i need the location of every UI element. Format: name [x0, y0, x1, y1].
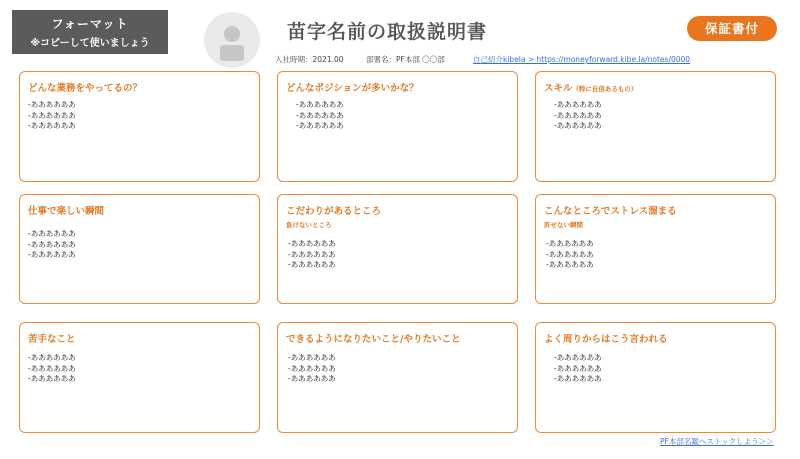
- card-subtitle: 負けないところ: [286, 221, 332, 229]
- card-title-text: スキル: [544, 83, 573, 94]
- page-title: 苗字名前の取扱説明書: [287, 21, 488, 43]
- card-list: [544, 353, 767, 385]
- format-label: フォーマット: [51, 17, 129, 31]
- list-item: -ああああああ: [28, 100, 76, 109]
- list-item: -ああああああ: [28, 229, 76, 238]
- card-subtitle: 許せない瞬間: [544, 221, 583, 229]
- card-title-text: こんなところでストレス溜まる: [544, 206, 677, 217]
- list-item: -ああああああ: [28, 374, 76, 383]
- card-title: [544, 331, 767, 345]
- card-title-text: よく周りからはこう言われる: [544, 334, 668, 345]
- card-list: [28, 100, 251, 132]
- card-title: [544, 203, 767, 217]
- list-item: -ああああああ: [288, 353, 336, 362]
- card-title: [28, 203, 251, 217]
- card-work: [19, 71, 260, 182]
- warranty-badge: 保証書付: [687, 16, 777, 41]
- card-list: [286, 239, 509, 271]
- list-item: -ああああああ: [554, 121, 602, 130]
- list-item: -ああああああ: [296, 121, 344, 130]
- directory-stock-link[interactable]: PF本部名鑑へストックしよう＞＞: [660, 437, 774, 446]
- list-item: -ああああああ: [288, 363, 336, 373]
- card-list: [286, 353, 509, 385]
- card-title-text: 仕事で楽しい瞬間: [28, 206, 105, 217]
- list-item: -ああああああ: [28, 250, 76, 259]
- card-title-text: 苦手なこと: [28, 334, 76, 345]
- self-intro-link[interactable]: 自己紹介kibela > https://moneyforward.kibe.la/notes/0000: [473, 55, 691, 64]
- card-title: [286, 331, 509, 345]
- list-item: -ああああああ: [288, 260, 336, 269]
- card-skill: [535, 71, 776, 182]
- card-weakness: [19, 322, 260, 433]
- card-title-text: こだわりがあるところ: [286, 206, 382, 217]
- format-copy-note: ※コピーして使いましょう: [30, 38, 150, 49]
- card-list: [28, 229, 251, 261]
- list-item: -ああああああ: [28, 121, 76, 130]
- list-item: -ああああああ: [28, 110, 76, 120]
- list-item: -ああああああ: [28, 239, 76, 249]
- list-item: -ああああああ: [546, 249, 594, 259]
- card-title: [286, 80, 509, 94]
- format-label-box: [12, 10, 168, 54]
- list-item: -ああああああ: [28, 353, 76, 362]
- avatar: [204, 12, 260, 68]
- card-title-text: どんな業務をやってるの？: [28, 83, 143, 94]
- list-item: -ああああああ: [288, 374, 336, 383]
- card-list: [544, 239, 767, 271]
- card-title-text: できるようになりたいこと/やりたいこと: [286, 334, 461, 345]
- list-item: -ああああああ: [554, 100, 602, 109]
- card-title: [544, 80, 767, 94]
- list-item: -ああああああ: [554, 363, 602, 373]
- list-item: -ああああああ: [554, 110, 602, 120]
- card-fun-moments: [19, 194, 260, 304]
- card-stress: [535, 194, 776, 304]
- list-item: -ああああああ: [28, 363, 76, 373]
- list-item: -ああああああ: [554, 353, 602, 362]
- list-item: -ああああああ: [288, 249, 336, 259]
- card-list: [28, 353, 251, 385]
- card-goals: [277, 322, 518, 433]
- card-title: [28, 80, 251, 94]
- card-list: [286, 100, 509, 132]
- user-placeholder-icon: [204, 12, 260, 68]
- card-commitment: [277, 194, 518, 304]
- list-item: -ああああああ: [546, 239, 594, 248]
- card-title: [286, 203, 509, 217]
- card-title-text: どんなポジションが多いかな？: [286, 83, 419, 94]
- join-date: 入社時期：2021.00: [275, 55, 344, 64]
- list-item: -ああああああ: [296, 110, 344, 120]
- card-position: [277, 71, 518, 182]
- list-item: -ああああああ: [546, 260, 594, 269]
- card-reputation: [535, 322, 776, 433]
- card-list: [544, 100, 767, 132]
- card-title-note: （特に自信あるもの）: [572, 85, 638, 93]
- card-title: [28, 331, 251, 345]
- department: 部署名：PF本部 〇〇部: [366, 55, 445, 64]
- list-item: -ああああああ: [554, 374, 602, 383]
- list-item: -ああああああ: [288, 239, 336, 248]
- list-item: -ああああああ: [296, 100, 344, 109]
